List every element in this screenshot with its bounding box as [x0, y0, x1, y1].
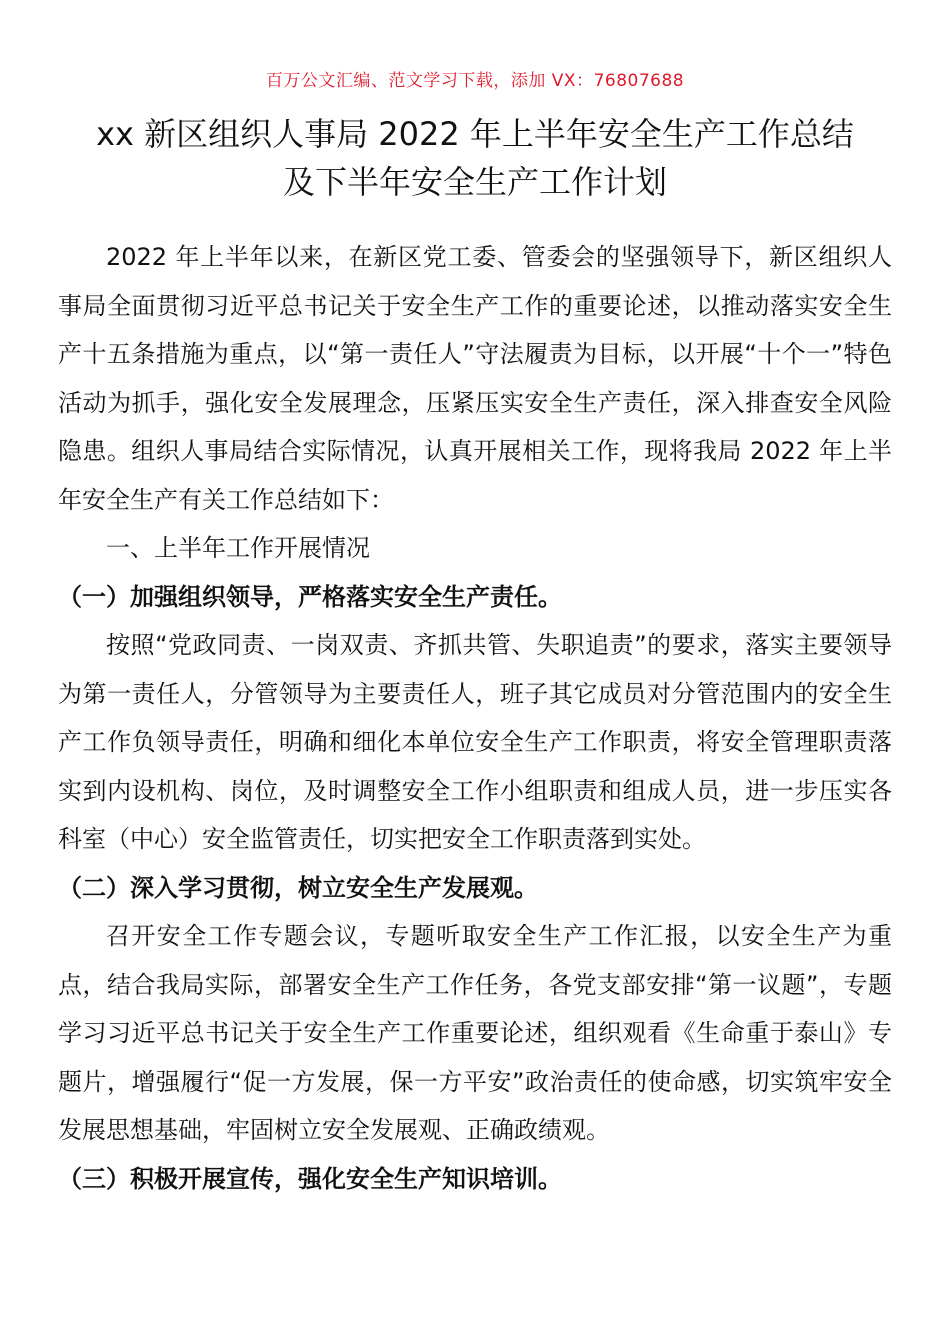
- subsection-body-2: 召开安全工作专题会议，专题听取安全生产工作汇报，以安全生产为重点，结合我局实际，部署安全生产工作任务，各党支部安排“第一议题”，专题学习习近平总书记关于安全生产工作重要论述，组织观看《生命重于泰山》专题片，增强履行“促一方发展，保一方平安”政治责任的使命感，切实筑牢安全发展思想基础，牢固树立安全发展观、正确政绩观。: [58, 922, 892, 1144]
- intro-paragraph: 2022 年上半年以来，在新区党工委、管委会的坚强领导下，新区组织人事局全面贯彻习近平总书记关于安全生产工作的重要论述，以推动落实安全生产十五条措施为重点，以“第一责任人”守法履责为目标，以开展“十个一”特色活动为抓手，强化安全发展理念，压紧压实安全生产责任，深入排查安全风险隐患。组织人事局结合实际情况，认真开展相关工作，现将我局 2022 年上半年安全生产有关工作总结如下：: [58, 243, 892, 514]
- watermark-text: 百万公文汇编、范文学习下载，添加 VX：76807688: [265, 71, 685, 91]
- title-line-2: 及下半年安全生产工作计划: [282, 163, 667, 201]
- subsection-heading-2: （二）深入学习贯彻，树立安全生产发展观。: [58, 873, 538, 902]
- subsection-body-1: 按照“党政同责、一岗双责、齐抓共管、失职追责”的要求，落实主要领导为第一责任人，分管领导为主要责任人，班子其它成员对分管范围内的安全生产工作负领导责任，明确和细化本单位安全生产工作职责，将安全管理职责落实到内设机构、岗位，及时调整安全工作小组职责和组成人员，进一步压实各科室（中心）安全监管责任，切实把安全工作职责落到实处。: [58, 631, 892, 853]
- section-heading-1: 一、上半年工作开展情况: [106, 534, 370, 562]
- subsection-heading-1: （一）加强组织领导，严格落实安全生产责任。: [58, 582, 562, 611]
- document-title: [40, 110, 910, 206]
- document-body: [58, 233, 892, 1203]
- subsection-heading-3: （三）积极开展宣传，强化安全生产知识培训。: [58, 1164, 562, 1193]
- title-line-1: xx 新区组织人事局 2022 年上半年安全生产工作总结: [96, 115, 854, 153]
